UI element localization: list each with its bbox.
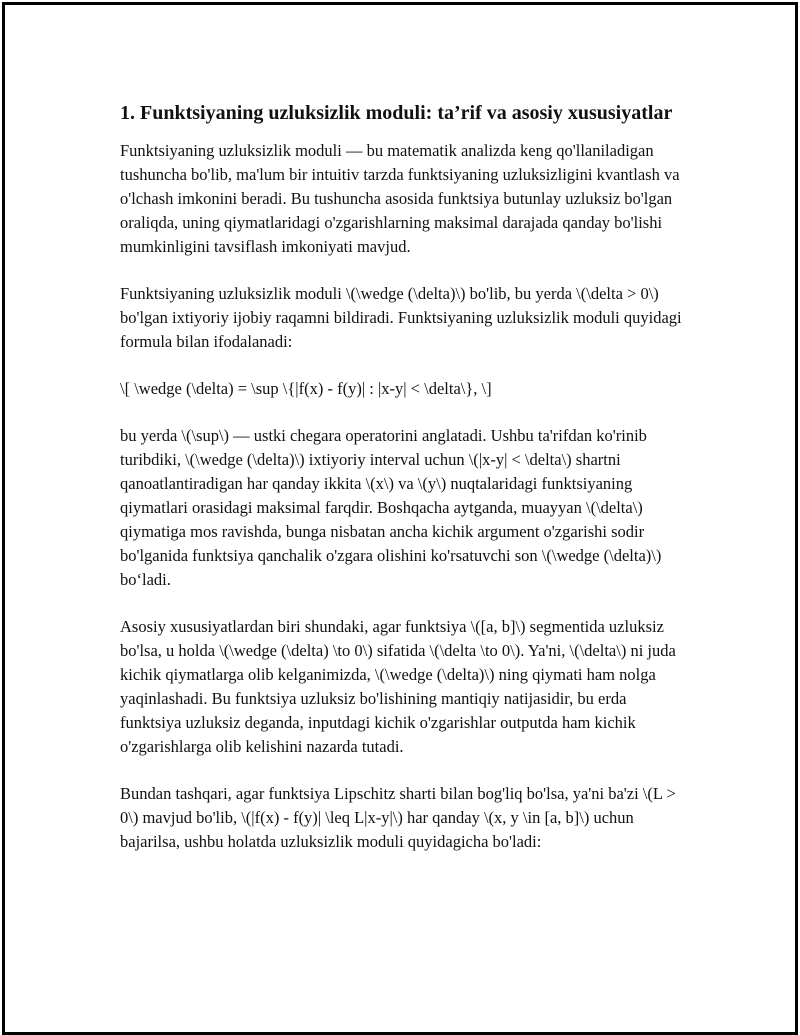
document-body — [120, 100, 690, 877]
paragraph-intro: Funktsiyaning uzluksizlik moduli — bu matematik analizda keng qo'llaniladigan tushuncha bo'lib, ma'lum bir intuitiv tarzda funktsiyaning uzluksizligini kvantlash va o'lchash imkonini beradi. Bu tushuncha asosida funktsiya butunlay uzluksiz bo'lgan oraliqda, uning qiymatlaridagi o'zgarishlarning maksimal darajada qanday bo'lishi mumkinligini tavsiflash imkoniyati mavjud. — [120, 141, 680, 256]
page-frame — [2, 2, 798, 1035]
section-heading: 1. Funktsiyaning uzluksizlik moduli: ta’rif va asosiy xususiyatlar — [120, 102, 673, 124]
formula-line: \[ \wedge (\delta) = \sup \{|f(x) - f(y)| : |x-y| < \delta\}, \] — [120, 379, 492, 398]
paragraph-explanation: bu yerda \(\sup\) — ustki chegara operatorini anglatadi. Ushbu ta'rifdan ko'rinib turibdiki, \(\wedge (\delta)\) ixtiyoriy interval uchun \(|x-y| < \delta\) shartni qanoatlantiradigan har qanday ikkita \(x\) va \(y\) nuqtalaridagi funktsiyaning qiymatlari orasidagi maksimal farqdir. Boshqacha aytganda, muayyan \(\delta\) qiymatiga mos ravishda, bunga nisbatan ancha kichik argument o'zgarishi sodir bo'lganida funktsiya qanchalik o'zgara olishini ko'rsatuvchi son \(\wedge (\delta)\) bo‘ladi. — [120, 426, 662, 589]
paragraph-properties: Asosiy xususiyatlardan biri shundaki, agar funktsiya \([a, b]\) segmentida uzluksiz bo'lsa, u holda \(\wedge (\delta) \to 0\) sifatida \(\delta \to 0\). Ya'ni, \(\delta\) ni juda kichik qiymatlarga olib kelganimizda, \(\wedge (\delta)\) ning qiymati ham nolga yaqinlashadi. Bu funktsiya uzluksiz bo'lishining mantiqiy natijasidir, bu erda funktsiya uzluksiz deganda, inputdagi kichik o'zgarishlar outputda ham kichik o'zgarishlarga olib kelishini nazarda tutadi. — [120, 617, 676, 756]
paragraph-lipschitz: Bundan tashqari, agar funktsiya Lipschitz sharti bilan bog'liq bo'lsa, ya'ni ba'zi \(L > 0\) mavjud bo'lib, \(|f(x) - f(y)| \leq L|x-y|\) har qanday \(x, y \in [a, b]\) uchun bajarilsa, ushbu holatda uzluksizlik moduli quyidagicha bo'ladi: — [120, 784, 676, 851]
paragraph-definition: Funktsiyaning uzluksizlik moduli \(\wedge (\delta)\) bo'lib, bu yerda \(\delta > 0\) bo'lgan ixtiyoriy ijobiy raqamni bildiradi. Funktsiyaning uzluksizlik moduli quyidagi formula bilan ifodalanadi: — [120, 284, 682, 351]
